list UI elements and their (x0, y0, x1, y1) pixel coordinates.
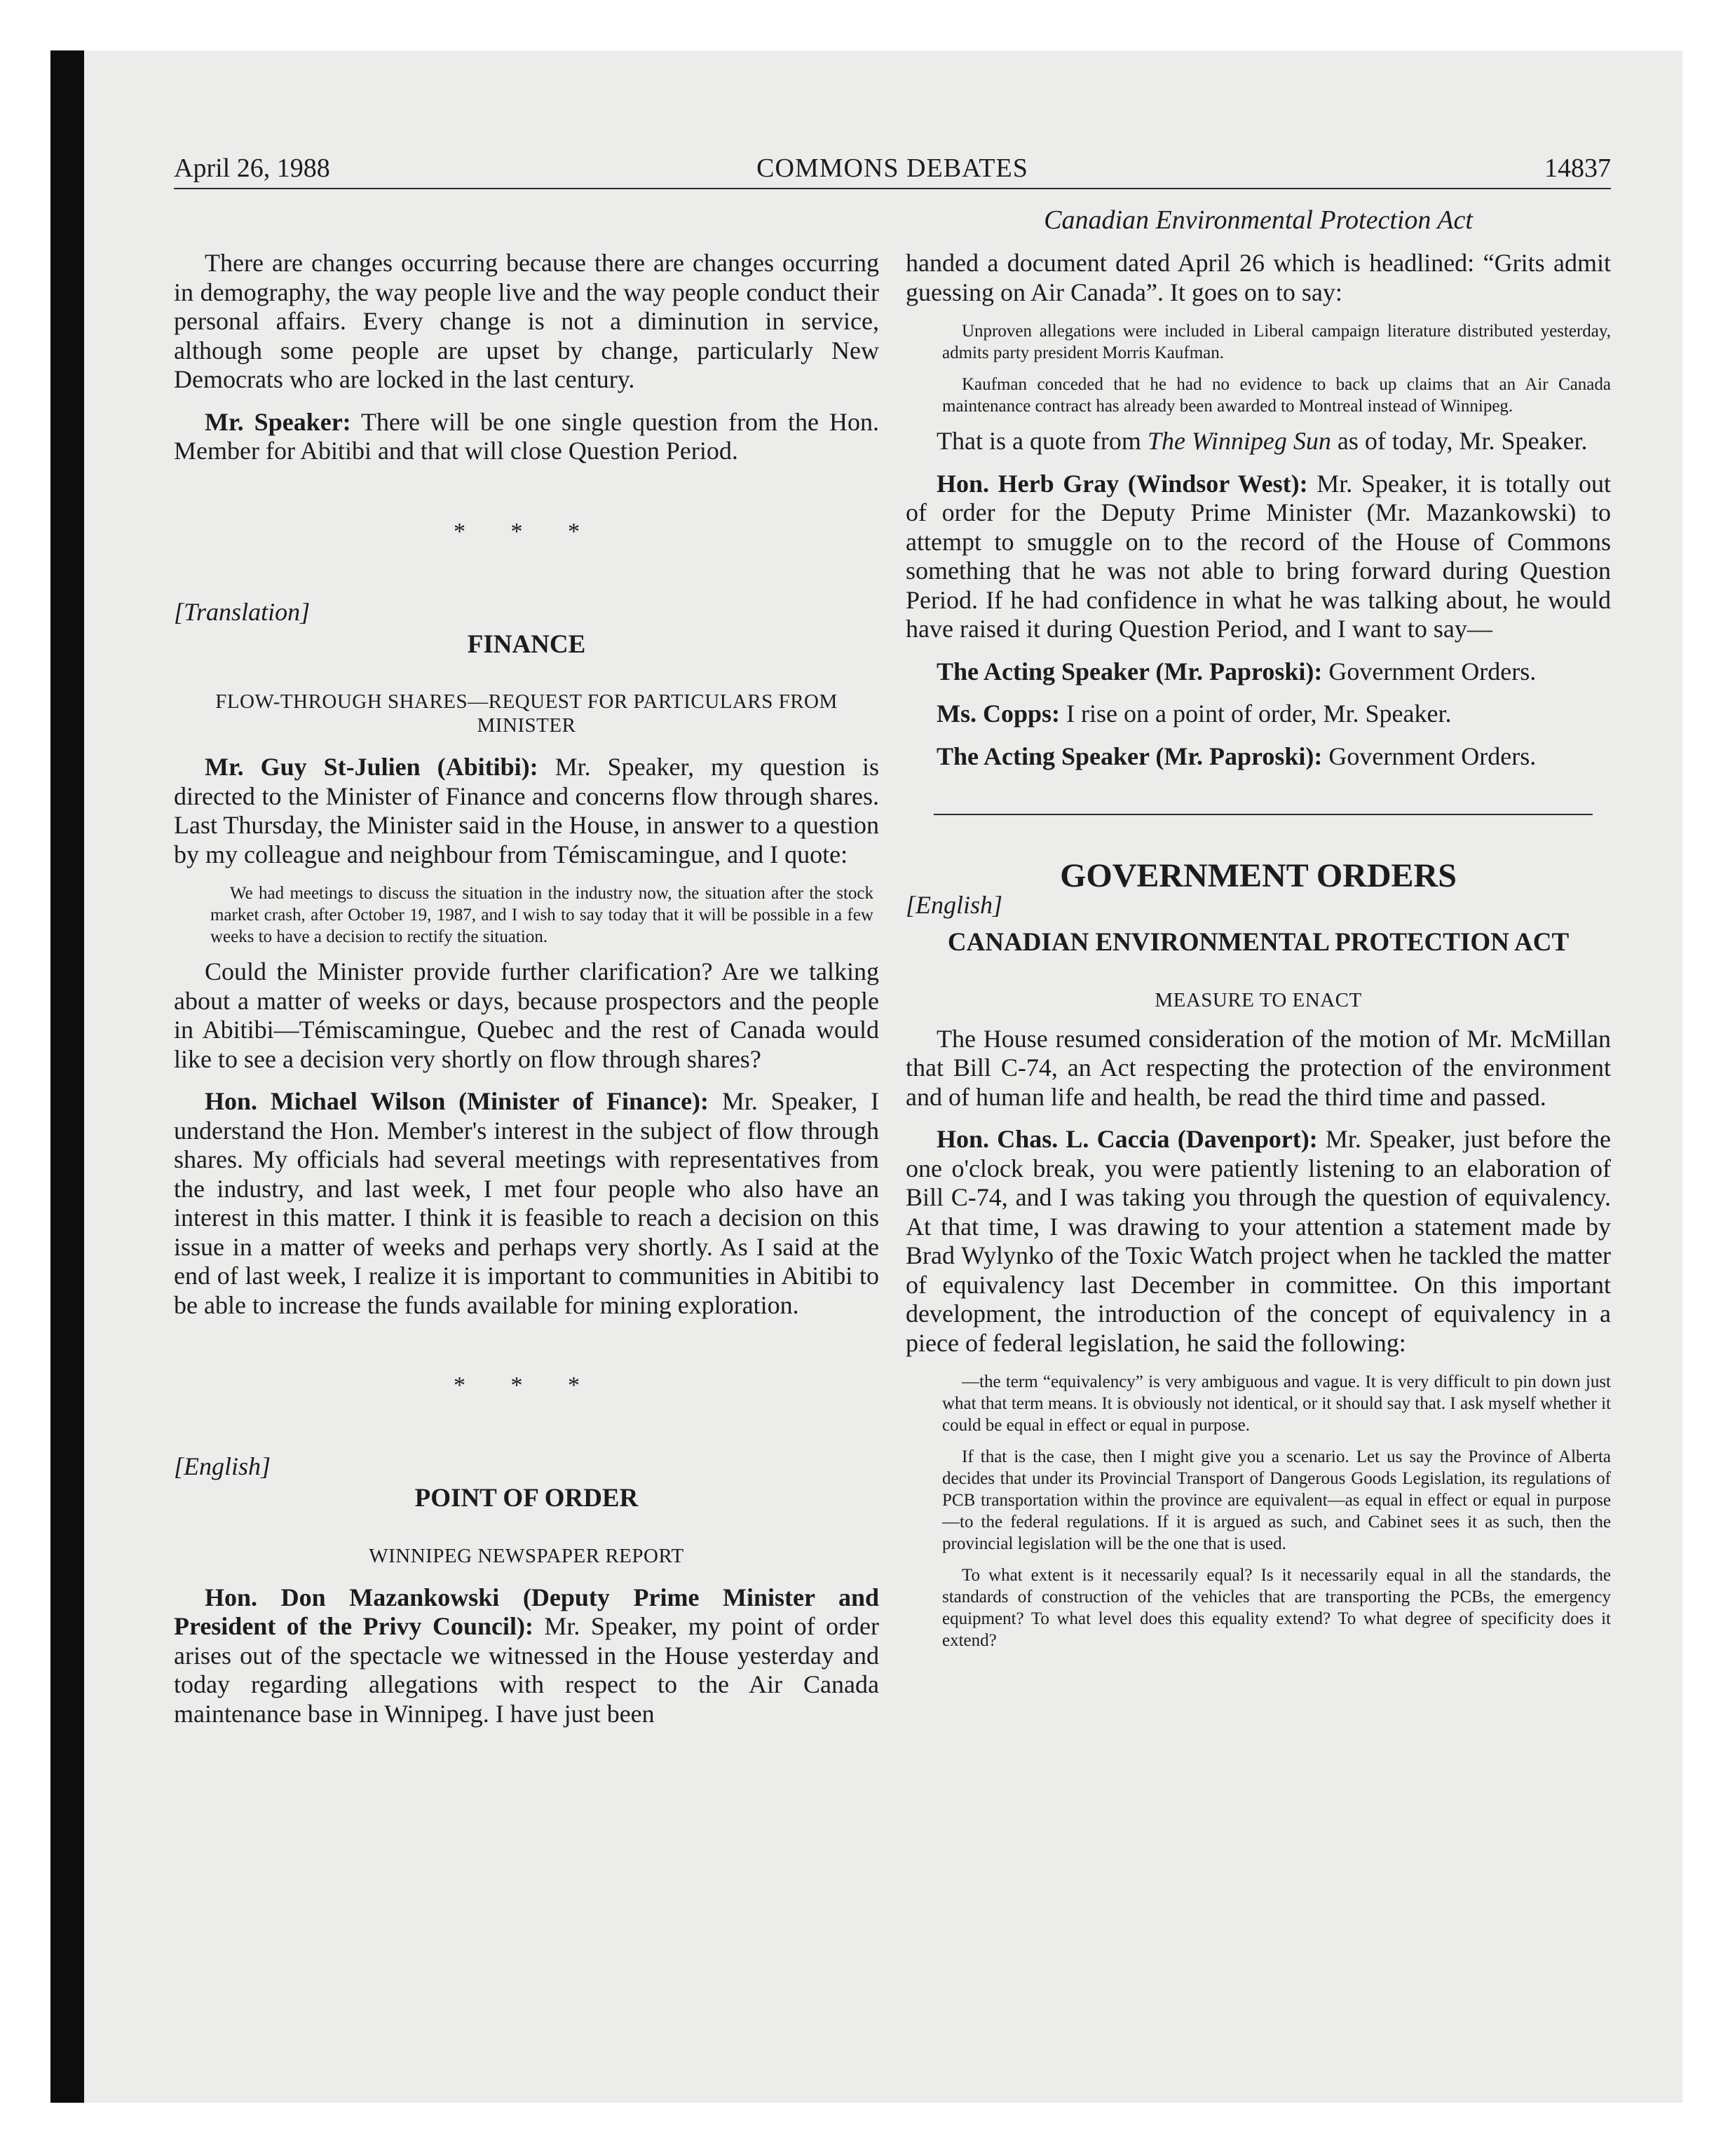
paragraph (174, 408, 879, 466)
header-page-number: 14837 (1544, 153, 1611, 183)
paragraph (906, 742, 1611, 772)
block-quote: To what extent is it necessarily equal? Is it necessarily equal in all the standards, the standards of construction of the vehicles that are transporting the PCBs, the emergency equipment? To what level does this equality extend? To what degree of specificity does it extend? (942, 1566, 1611, 1650)
speaker-name: The Acting Speaker (Mr. Paproski): (937, 742, 1323, 770)
paragraph (906, 470, 1611, 644)
speaker-name: The Acting Speaker (Mr. Paproski): (937, 657, 1323, 685)
section-subheading: WINNIPEG NEWSPAPER REPORT (369, 1544, 684, 1567)
speaker-name: Hon. Herb Gray (Windsor West): (937, 469, 1308, 498)
left-column (174, 249, 879, 1742)
section-heading: POINT OF ORDER (414, 1484, 639, 1513)
paragraph (906, 427, 1611, 456)
block-quote: Kaufman conceded that he had no evidence to back up claims that an Air Canada maintenance contract has already been awarded to Montreal instead of Winnipeg. (942, 375, 1611, 416)
speaker-name: Mr. Speaker: (205, 407, 351, 436)
block-quote: If that is the case, then I might give you a scenario. Let us say the Province of Alberta decides that under its Provincial Transport of Dangerous Goods Legislation, its regulations of PCB transportation within the province are equivalent—as equal in effect or equal in purpose—to the federal regulations. If it is argued as such, and Cabinet sees it as such, then the provincial legislation will be the one that is used. (942, 1447, 1611, 1553)
paragraph (906, 700, 1611, 729)
paragraph: The House resumed consideration of the motion of Mr. McMillan that Bill C-74, an Act respecting the protection of the environment and of human life and health, be read the third time and passed. (906, 1024, 1611, 1111)
paragraph (174, 1583, 879, 1729)
topic-subheading: Canadian Environmental Protection Act (1044, 205, 1473, 235)
speech-text: Mr. Speaker, my question is directed to the Minister of Finance and concerns flow through shares. Last Thursday, the Minister said in the House, in answer to a question by my colleague and neighbour from Témiscamingue, and I quote: (174, 753, 879, 868)
paragraph (906, 1125, 1611, 1358)
speech-text: Mr. Speaker, my point of order arises out of the spectacle we witnessed in the House yesterday and today regarding allegations with respect to the Air Canada maintenance base in Winnipeg. I have just been (174, 1612, 880, 1728)
major-heading: GOVERNMENT ORDERS (1060, 857, 1457, 894)
block-quote: —the term “equivalency” is very ambiguous and vague. It is very difficult to pin down just what that term means. It is obviously not identical, or it should say that. I ask myself whether it could be equal in effect or equal in purpose. (942, 1372, 1611, 1435)
right-column (906, 249, 1611, 1661)
section-heading: FINANCE (467, 629, 586, 659)
section-subheading: MEASURE TO ENACT (1155, 988, 1362, 1011)
paragraph: handed a document dated April 26 which is headlined: “Grits admit guessing on Air Canada”. It goes on to say: (906, 249, 1611, 306)
paragraph: Could the Minister provide further clarification? Are we talking about a matter of weeks or days, because prospectors and the people in Abitibi—Témiscamingue, Quebec and the rest of Canada would like to see a decision very shortly on flow through shares? (174, 957, 879, 1073)
speech-text: as of today, Mr. Speaker. (1331, 427, 1588, 455)
paragraph (174, 1087, 879, 1320)
header-publication: COMMONS DEBATES (756, 153, 1028, 183)
speech-text: There will be one single question from the Hon. Member for Abitibi and that will close Question Period. (174, 407, 880, 465)
language-tag: [English] (906, 890, 1003, 919)
block-quote: We had meetings to discuss the situation in the industry now, the situation after the stock market crash, after October 19, 1987, and I wish to say today that it will be possible in a few weeks to have a decision to rectify the situation. (210, 884, 873, 946)
section-separator-stars: * * * (454, 1372, 599, 1398)
speech-text: Mr. Speaker, it is totally out of order for the Deputy Prime Minister (Mr. Mazankowski) to attempt to smuggle on to the record of the House of Commons something that he was not able to bring forward during Question Period. If he had confidence in what he was talking about, he would have raised it during Question Period, and I want to say— (906, 469, 1611, 643)
paragraph (906, 657, 1611, 687)
speaker-name: Hon. Chas. L. Caccia (Davenport): (937, 1125, 1318, 1153)
running-head (174, 153, 1611, 188)
speaker-name: Mr. Guy St-Julien (Abitibi): (205, 753, 538, 781)
section-heading: CANADIAN ENVIRONMENTAL PROTECTION ACT (947, 928, 1570, 957)
paragraph (174, 753, 879, 869)
section-separator-stars: * * * (454, 518, 599, 545)
paragraph: There are changes occurring because there are changes occurring in demography, the way people live and the way people conduct their personal affairs. Every change is not a diminution in service, although some people are upset by change, particularly New Democrats who are locked in the last century. (174, 249, 879, 393)
language-tag: [Translation] (174, 598, 311, 626)
speech-text: Government Orders. (1322, 657, 1537, 685)
speech-text: Mr. Speaker, I understand the Hon. Member's interest in the subject of flow through shares. My officials had several meetings with representatives from the industry, and last week, I met four people who also have an interest in this matter. I think it is feasible to reach a decision on this issue in a matter of weeks and perhaps very shortly. As I said at the end of last week, I realize it is important to communities in Abitibi to be able to increase the funds available for mining exploration. (174, 1087, 879, 1319)
speech-text: That is a quote from (937, 427, 1148, 455)
newspaper-title: The Winnipeg Sun (1147, 427, 1331, 455)
speaker-name: Hon. Don Mazankowski (Deputy Prime Minister and President of the Privy Council): (174, 1583, 879, 1640)
speaker-name: Ms. Copps: (937, 700, 1061, 728)
speech-text: I rise on a point of order, Mr. Speaker. (1060, 700, 1452, 728)
speech-text: Government Orders. (1322, 742, 1537, 770)
language-tag: [English] (174, 1452, 271, 1480)
speech-text: Mr. Speaker, just before the one o'clock break, you were patiently listening to an elaboration of Bill C-74, and I was taking you through the question of equivalency. At that time, I was drawing to your attention a statement made by Brad Wylynko of the Toxic Watch project when he tackled the matter of equivalency last December in committee. On this important development, the introduction of the concept of equivalency in a piece of federal legislation, he said the following: (906, 1125, 1611, 1357)
header-date: April 26, 1988 (174, 153, 330, 183)
section-subheading: FLOW-THROUGH SHARES—REQUEST FOR PARTICULARS FROM MINISTER (215, 690, 838, 737)
header-rule (174, 188, 1611, 189)
speaker-name: Hon. Michael Wilson (Minister of Finance): (205, 1087, 709, 1115)
block-quote: Unproven allegations were included in Liberal campaign literature distributed yesterday, admits party president Morris Kaufman. (942, 322, 1611, 362)
